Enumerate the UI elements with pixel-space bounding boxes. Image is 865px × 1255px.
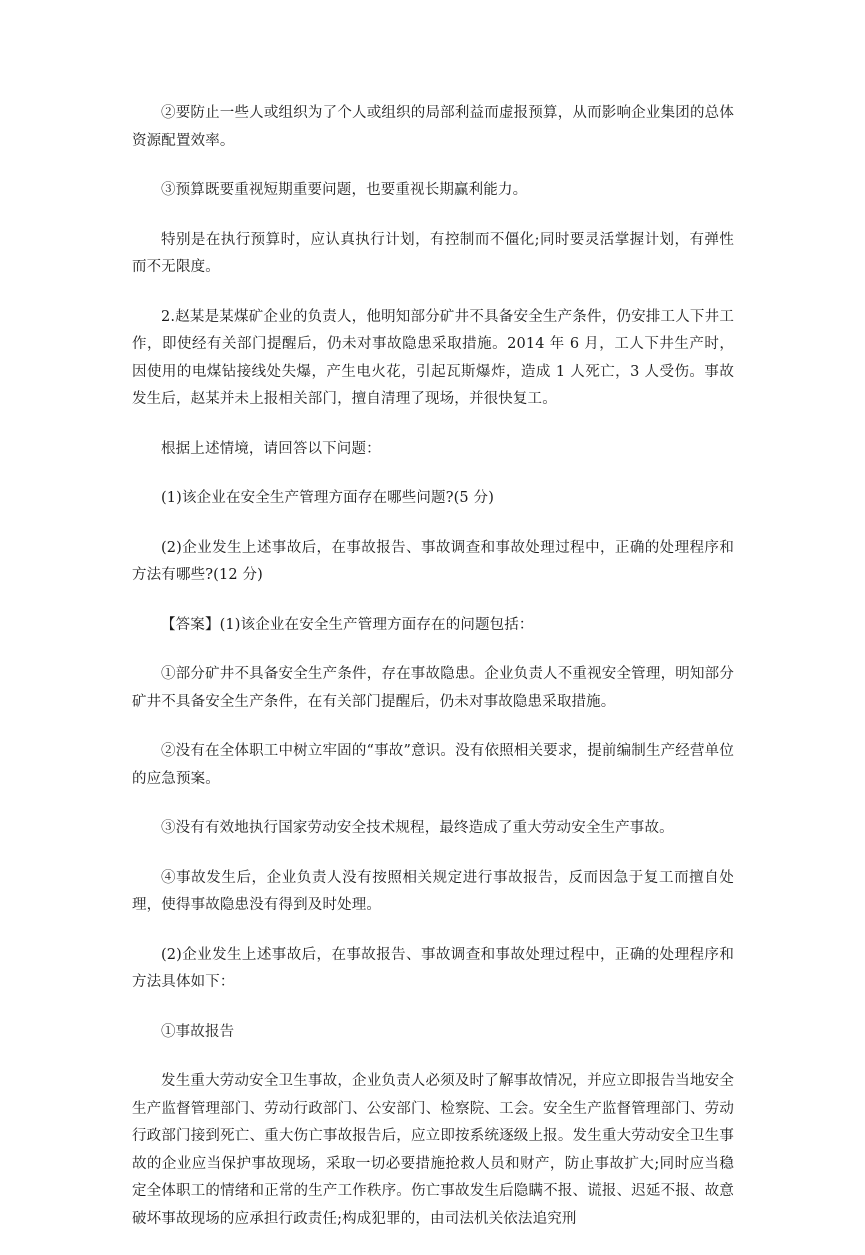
paragraph-answer-heading: 【答案】(1)该企业在安全生产管理方面存在的问题包括：: [161, 616, 534, 633]
paragraph-accident-report-body: 发生重大劳动安全卫生事故，企业负责人必须及时了解事故情况，并应立即报告当地安全生产监督管理部门、劳动行政部门、公安部门、检察院、工会。安全生产监督管理部门、劳动行政部门接到死亡、重大伤亡事故报告后，应立即按系统逐级上报。发生重大劳动安全卫生事故的企业应当保护事故现场，采取一切必要措施抢救人员和财产，防止事故扩大;同时应当稳定全体职工的情绪和正常的生产工作秩序。伤亡事故发生后隐瞒不报、谎报、迟延不报、故意破坏事故现场的应承担行政责任;构成犯罪的，由司法机关依法追究刑: [132, 1073, 734, 1227]
paragraph-accident-report-heading: ①事故报告: [161, 1023, 235, 1040]
paragraph-case-scenario: 2.赵某是某煤矿企业的负责人，他明知部分矿井不具备安全生产条件，仍安排工人下井工作，即使经有关部门提醒后，仍未对事故隐患采取措施。2014 年 6 月，工人下井生产时，因使用的电煤钻接线处失爆，产生电火花，引起瓦斯爆炸，造成 1 人死亡，3 人受伤。事故发生后，赵某并未上报相关部门，擅自清理了现场，并很快复工。: [132, 308, 734, 407]
document-page: [132, 100, 734, 1255]
paragraph-question-1: (1)该企业在安全生产管理方面存在哪些问题?(5 分): [161, 490, 495, 506]
paragraph-question-intro: 根据上述情境，请回答以下问题：: [161, 440, 381, 457]
paragraph-answer-point-1: ①部分矿井不具备安全生产条件，存在事故隐患。企业负责人不重视安全管理，明知部分矿井不具备安全生产条件，在有关部门提醒后，仍未对事故隐患采取措施。: [132, 666, 734, 710]
paragraph-answer-point-2: ②没有在全体职工中树立牢固的“事故”意识。没有依照相关要求，提前编制生产经营单位的应急预案。: [132, 743, 734, 787]
paragraph-question-2: (2)企业发生上述事故后，在事故报告、事故调查和事故处理过程中，正确的处理程序和方法有哪些?(12 分): [132, 539, 734, 583]
paragraph-budget-execution: 特别是在执行预算时，应认真执行计划，有控制而不僵化;同时要灵活掌握计划，有弹性而不无限度。: [132, 231, 734, 275]
paragraph-answer-point-4: ④事故发生后，企业负责人没有按照相关规定进行事故报告，反而因急于复工而擅自处理，使得事故隐患没有得到及时处理。: [132, 869, 734, 913]
paragraph-budget-point-2: ②要防止一些人或组织为了个人或组织的局部利益而虚报预算，从而影响企业集团的总体资源配置效率。: [132, 105, 734, 149]
paragraph-budget-point-3: ③预算既要重视短期重要问题，也要重视长期赢利能力。: [161, 182, 528, 198]
paragraph-answer-point-3: ③没有有效地执行国家劳动安全技术规程，最终造成了重大劳动安全生产事故。: [161, 820, 674, 836]
paragraph-answer-part-2: (2)企业发生上述事故后，在事故报告、事故调查和事故处理过程中，正确的处理程序和方法具体如下：: [132, 946, 734, 990]
